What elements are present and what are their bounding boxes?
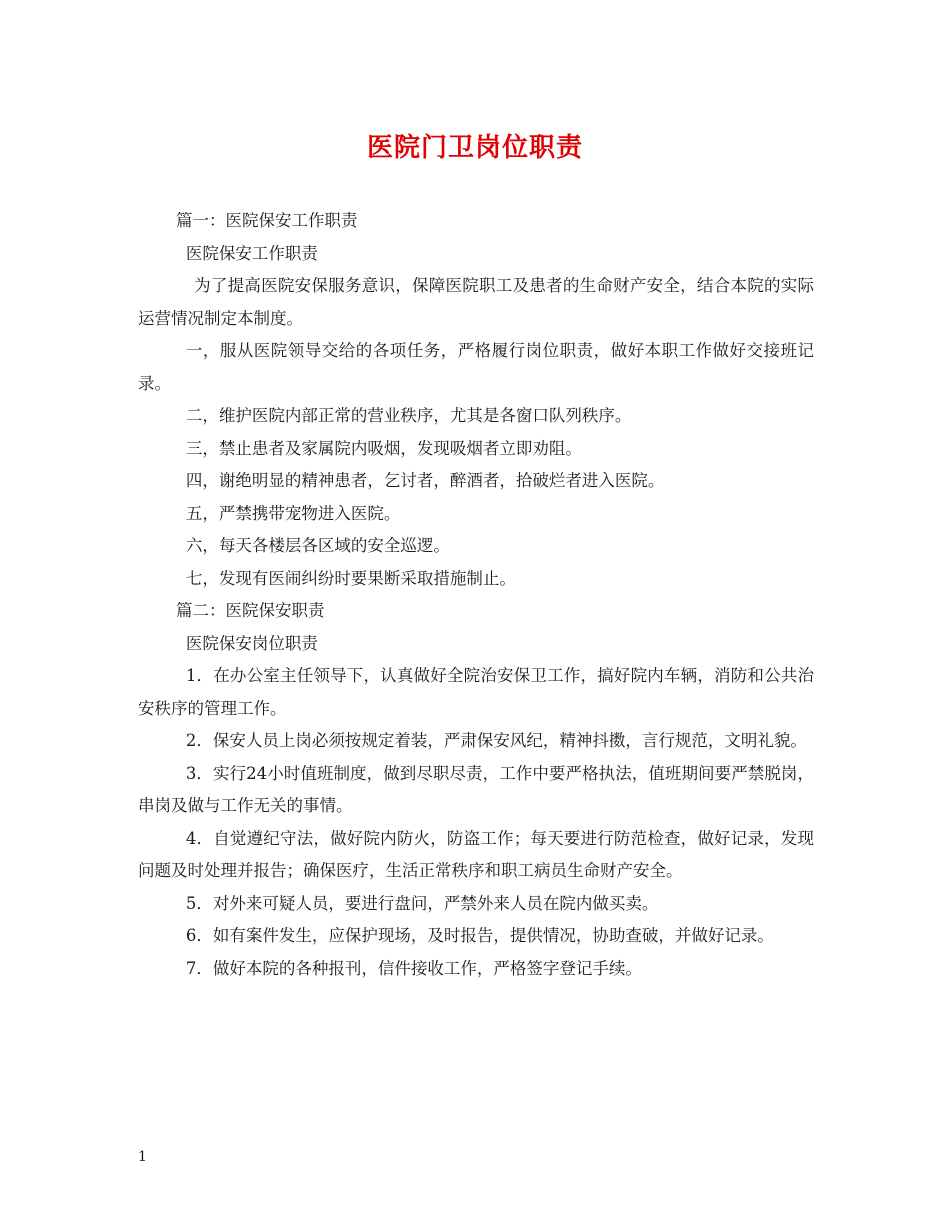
paragraph: 医院保安岗位职责 <box>185 633 318 653</box>
paragraph: 五，严禁携带宠物进入医院。 <box>185 503 401 523</box>
paragraph: 二，维护医院内部正常的营业秩序，尤其是各窗口队列秩序。 <box>185 406 632 425</box>
paragraph: 篇一：医院保安工作职责 <box>175 211 358 230</box>
paragraph: 四，谢绝明显的精神患者，乞讨者，醉酒者，拾破烂者进入医院。 <box>185 471 665 490</box>
paragraph: 七，发现有医闹纠纷时要果断采取措施制止。 <box>185 568 516 588</box>
paragraph: 2．保安人员上岗必须按规定着装，严肃保安风纪，精神抖擞，言行规范，文明礼貌。 <box>185 731 807 750</box>
page-number: 1 <box>138 1149 147 1165</box>
paragraph: 医院保安工作职责 <box>185 243 318 263</box>
paragraph: 篇二：医院保安职责 <box>175 601 325 620</box>
paragraph: 4．自觉遵纪守法，做好院内防火，防盗工作；每天要进行防范检查，做好记录，发现问题及时处理并报告；确保医疗，生活正常秩序和职工病员生命财产安全。 <box>138 828 814 880</box>
paragraph: 为了提高医院安保服务意识，保障医院职工及患者的生命财产安全，结合本院的实际运营情况制定本制度。 <box>138 276 814 328</box>
document-body <box>138 205 814 985</box>
paragraph: 六，每天各楼层各区域的安全巡逻。 <box>185 536 450 555</box>
paragraph: 一，服从医院领导交给的各项任务，严格履行岗位职责，做好本职工作做好交接班记录。 <box>138 341 814 393</box>
paragraph: 7．做好本院的各种报刊，信件接收工作，严格签字登记手续。 <box>185 958 642 978</box>
paragraph: 3．实行24小时值班制度，做到尽职尽责，工作中要严格执法，值班期间要严禁脱岗，串岗及做与工作无关的事情。 <box>138 763 814 815</box>
page-title: 医院门卫岗位职责 <box>366 133 583 163</box>
paragraph: 5．对外来可疑人员，要进行盘问，严禁外来人员在院内做买卖。 <box>185 893 659 913</box>
paragraph: 6．如有案件发生，应保护现场，及时报告，提供情况，协助查破，并做好记录。 <box>185 926 774 945</box>
paragraph: 三，禁止患者及家属院内吸烟，发现吸烟者立即劝阻。 <box>185 438 582 458</box>
paragraph: 1．在办公室主任领导下，认真做好全院治安保卫工作，搞好院内车辆，消防和公共治安秩序的管理工作。 <box>138 666 814 718</box>
